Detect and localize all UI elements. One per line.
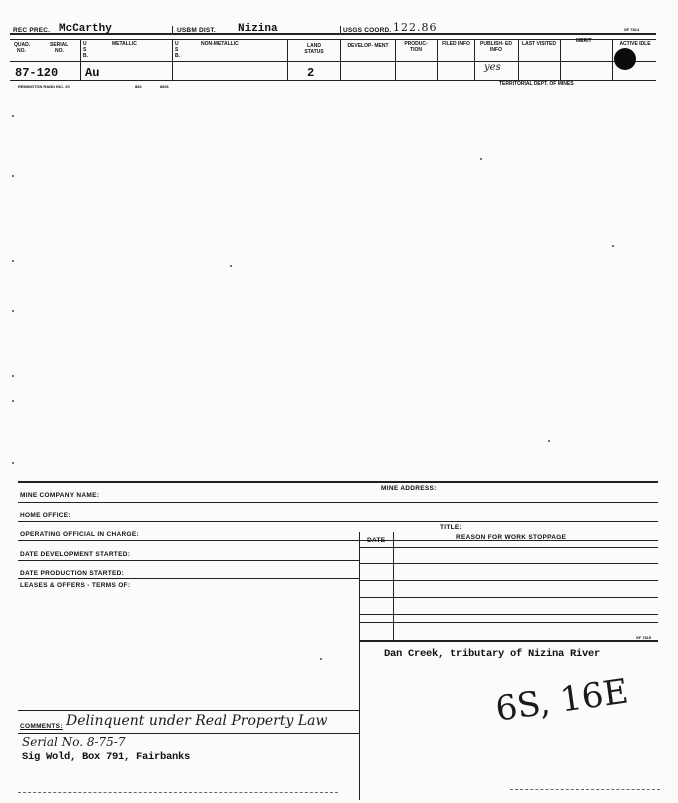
active-idle-mark xyxy=(614,48,636,70)
rule-prod-started xyxy=(18,578,359,579)
metallic-value: Au xyxy=(85,66,100,80)
reason-col-header: REASON FOR WORK STOPPAGE xyxy=(456,534,567,541)
col-metallic: METALLIC xyxy=(112,41,137,47)
usgs-coord-value: 122.86 xyxy=(393,21,438,34)
stoppage-row-1 xyxy=(359,547,658,548)
col-div-merit xyxy=(612,39,613,80)
scan-speck xyxy=(480,158,482,160)
col-div-visited xyxy=(560,39,561,80)
scan-speck xyxy=(612,245,614,247)
scan-speck xyxy=(12,310,14,312)
printer-code-2: 8801 xyxy=(160,84,169,89)
col-no-right: NO. xyxy=(55,48,64,54)
scan-edge-right xyxy=(510,789,660,790)
stoppage-left-border xyxy=(359,532,360,800)
date-prod-started-label: DATE PRODUCTION STARTED: xyxy=(20,570,125,577)
header-divider-2 xyxy=(340,26,341,34)
col-metallic-s: S xyxy=(83,47,87,53)
stoppage-row-5 xyxy=(359,614,658,615)
rec-prec-value: McCarthy xyxy=(59,23,112,35)
col-published-info: PUBLISH- ED INFO xyxy=(480,41,512,53)
printer-code-1: 882 xyxy=(135,84,142,89)
form-code-bottom: SF 7815 xyxy=(636,635,652,640)
header-divider-1 xyxy=(172,26,173,34)
scan-speck xyxy=(548,440,550,442)
col-div-filed xyxy=(474,39,475,80)
col-production: PRODUC- TION xyxy=(404,41,428,53)
scan-speck xyxy=(12,260,14,262)
col-div-land xyxy=(340,39,341,80)
col-development: DEVELOP- MENT xyxy=(347,43,389,49)
comments-line-3: Sig Wold, Box 791, Fairbanks xyxy=(22,751,191,763)
home-office-label: HOME OFFICE: xyxy=(20,512,71,519)
col-last-visited: LAST VISITED xyxy=(522,41,556,47)
col-div-serial xyxy=(80,39,81,80)
land-status-value: 2 xyxy=(307,66,315,80)
col-nonmetallic-s: S xyxy=(175,47,179,53)
published-info-value: yes xyxy=(484,62,501,73)
col-nonmetallic-b: B. xyxy=(175,53,180,59)
col-merit: MERIT xyxy=(576,38,592,44)
stoppage-row-2 xyxy=(359,563,658,564)
col-quad: QUAD. xyxy=(14,42,31,48)
col-div-produc xyxy=(437,39,438,80)
comments-line-1: Delinquent under Real Property Law xyxy=(66,713,328,729)
lower-top-rule xyxy=(18,481,658,483)
col-serial: SERIAL xyxy=(50,42,69,48)
location-note: Dan Creek, tributary of Nizina River xyxy=(384,648,601,660)
rule-comments-1 xyxy=(18,733,359,734)
leases-label: LEASES & OFFERS - TERMS OF: xyxy=(20,582,131,589)
location-hand-note: 6S, 16E xyxy=(493,671,631,730)
scan-speck xyxy=(320,658,322,660)
comments-line-2: Serial No. 8-75-7 xyxy=(22,735,126,749)
quad-serial-value: 87-120 xyxy=(15,66,59,80)
rule-comments-top xyxy=(18,710,359,711)
stoppage-row-6 xyxy=(359,622,658,623)
rec-prec-label: REC PREC. xyxy=(13,27,51,34)
usbm-dist-value: Nizina xyxy=(238,23,278,35)
stoppage-row-3 xyxy=(359,580,658,581)
col-metallic-u: U xyxy=(83,41,87,47)
stoppage-bottom-rule xyxy=(359,640,658,642)
scan-speck xyxy=(12,400,14,402)
date-col-header: DATE xyxy=(367,537,386,544)
scan-speck xyxy=(12,175,14,177)
mine-address-label: MINE ADDRESS: xyxy=(381,485,437,492)
title-label: TITLE: xyxy=(440,524,463,531)
rule-home-office xyxy=(18,521,658,522)
scan-speck xyxy=(12,115,14,117)
rule-company xyxy=(18,502,658,503)
comments-label: COMMENTS: xyxy=(20,723,63,730)
col-nonmetallic-u: U xyxy=(175,41,179,47)
scan-speck xyxy=(12,375,14,377)
col-metallic-b: B. xyxy=(83,53,88,59)
col-nonmetallic: NON-METALLIC xyxy=(201,41,239,47)
col-div-metallic xyxy=(172,39,173,80)
usgs-coord-label: USGS COORD. xyxy=(343,27,392,34)
col-land-status: LAND STATUS xyxy=(304,43,324,55)
dept-name: TERRITORIAL DEPT. OF MINES xyxy=(499,81,574,87)
col-div-publish xyxy=(518,39,519,80)
col-filed-info: FILED INFO xyxy=(442,41,470,47)
scan-speck xyxy=(12,462,14,464)
stoppage-row-4 xyxy=(359,597,658,598)
stoppage-date-divider xyxy=(393,532,394,640)
scan-edge-left xyxy=(18,792,338,793)
form-code-top: SF 7814 xyxy=(624,27,640,32)
col-active-idle: ACTIVE IDLE xyxy=(619,41,651,47)
col-div-nonmetallic xyxy=(287,39,288,80)
col-no-left: NO. xyxy=(17,48,26,54)
operating-official-label: OPERATING OFFICIAL IN CHARGE: xyxy=(20,531,139,538)
scan-speck xyxy=(230,265,232,267)
col-div-develop xyxy=(395,39,396,80)
mine-company-label: MINE COMPANY NAME: xyxy=(20,492,100,499)
date-dev-started-label: DATE DEVELOPMENT STARTED: xyxy=(20,551,131,558)
printer-credit: REMINGTON RAND INC. 20 xyxy=(18,84,70,89)
rule-dev-started xyxy=(18,560,359,561)
usbm-dist-label: USBM DIST. xyxy=(177,27,216,34)
